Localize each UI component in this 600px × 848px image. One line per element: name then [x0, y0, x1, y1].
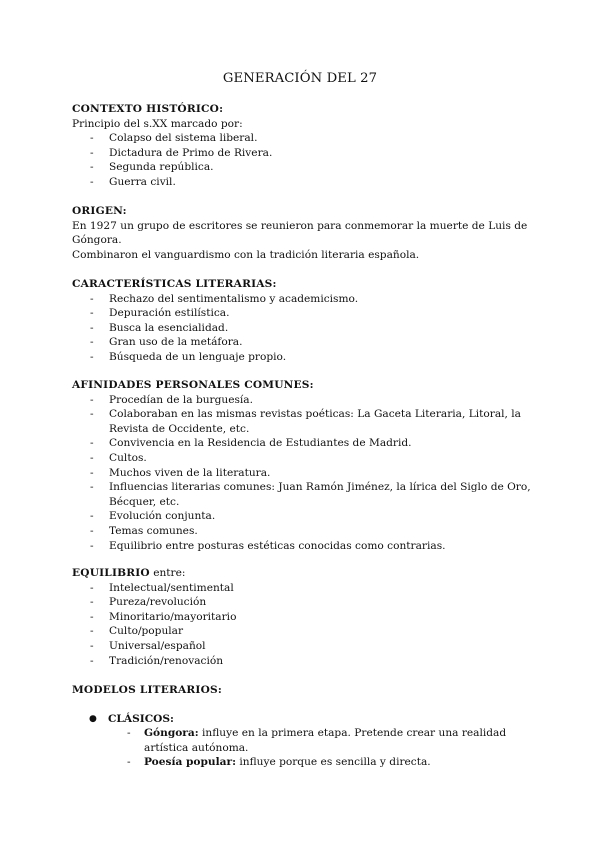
list-item: - Cultos. — [72, 451, 532, 466]
list-item-clasicos — [72, 712, 532, 770]
heading-afinidades: AFINIDADES PERSONALES COMUNES: — [72, 379, 314, 391]
list-item: - Convivencia en la Residencia de Estudiantes de Madrid. — [72, 436, 532, 451]
modelos-list — [72, 712, 532, 770]
clasicos-sublist — [72, 726, 532, 770]
list-item: - Universal/español — [72, 639, 532, 654]
list-item: - Culto/popular — [72, 624, 532, 639]
section-origen — [72, 204, 532, 262]
equilibrio-heading-tail: entre: — [149, 567, 186, 579]
list-item: - Gran uso de la metáfora. — [72, 335, 532, 350]
list-item: - Depuración estilística. — [72, 306, 532, 321]
list-item: - Colaboraban en las mismas revistas poéticas: La Gaceta Literaria, Litoral, la Revista de Occidente, etc. — [72, 407, 532, 436]
heading-caracteristicas: CARACTERÍSTICAS LITERARIAS: — [72, 278, 277, 290]
list-item: - Rechazo del sentimentalismo y academicismo. — [72, 292, 532, 307]
sub-item-text: influye en la primera etapa. Pretende crear una realidad artística autónoma. — [144, 727, 507, 754]
heading-modelos: MODELOS LITERARIOS: — [72, 684, 222, 696]
sub-item-label: Góngora: — [144, 727, 199, 740]
heading-equilibrio — [72, 566, 532, 581]
bullet-icon: ● — [89, 713, 97, 724]
list-item: - Busca la esencialidad. — [72, 321, 532, 336]
section-afinidades — [72, 378, 532, 553]
sub-item-label: Poesía popular: — [144, 756, 236, 769]
list-item — [72, 726, 532, 755]
contexto-list — [72, 131, 532, 189]
list-item: - Pureza/revolución — [72, 595, 532, 610]
list-item: - Procedían de la burguesía. — [72, 393, 532, 408]
heading-contexto: CONTEXTO HISTÓRICO: — [72, 103, 224, 115]
list-item: - Guerra civil. — [72, 175, 532, 190]
section-modelos — [72, 683, 532, 770]
origen-line: Combinaron el vanguardismo con la tradición literaria española. — [72, 248, 420, 261]
heading-origen: ORIGEN: — [72, 205, 127, 217]
list-item: - Colapso del sistema liberal. — [72, 131, 532, 146]
list-item — [72, 755, 532, 770]
afinidades-list — [72, 393, 532, 554]
list-item: - Evolución conjunta. — [72, 509, 532, 524]
equilibrio-heading-bold: EQUILIBRIO — [72, 567, 150, 579]
contexto-intro: Principio del s.XX marcado por: — [72, 117, 243, 130]
list-item: - Minoritario/mayoritario — [72, 610, 532, 625]
section-contexto — [72, 102, 532, 190]
list-item: - Muchos viven de la literatura. — [72, 466, 532, 481]
section-caracteristicas — [72, 277, 532, 365]
list-item: - Búsqueda de un lenguaje propio. — [72, 350, 532, 365]
list-item: - Temas comunes. — [72, 524, 532, 539]
origen-line: En 1927 un grupo de escritores se reunieron para conmemorar la muerte de Luis de — [72, 219, 528, 232]
list-item: - Dictadura de Primo de Rivera. — [72, 146, 532, 161]
caracteristicas-list — [72, 292, 532, 365]
equilibrio-list — [72, 581, 532, 669]
list-item: - Intelectual/sentimental — [72, 581, 532, 596]
list-item: - Influencias literarias comunes: Juan Ramón Jiménez, la lírica del Siglo de Oro, Bécquer, etc. — [72, 480, 532, 509]
clasicos-label: CLÁSICOS: — [108, 712, 174, 725]
origen-line: Góngora. — [72, 234, 122, 247]
list-item: - Tradición/renovación — [72, 654, 532, 669]
sub-item-text: influye porque es sencilla y directa. — [236, 756, 431, 769]
section-equilibrio — [72, 566, 532, 668]
list-item: - Equilibrio entre posturas estéticas conocidas como contrarias. — [72, 539, 532, 554]
document-title: GENERACIÓN DEL 27 — [222, 71, 378, 86]
list-item: - Segunda república. — [72, 160, 532, 175]
